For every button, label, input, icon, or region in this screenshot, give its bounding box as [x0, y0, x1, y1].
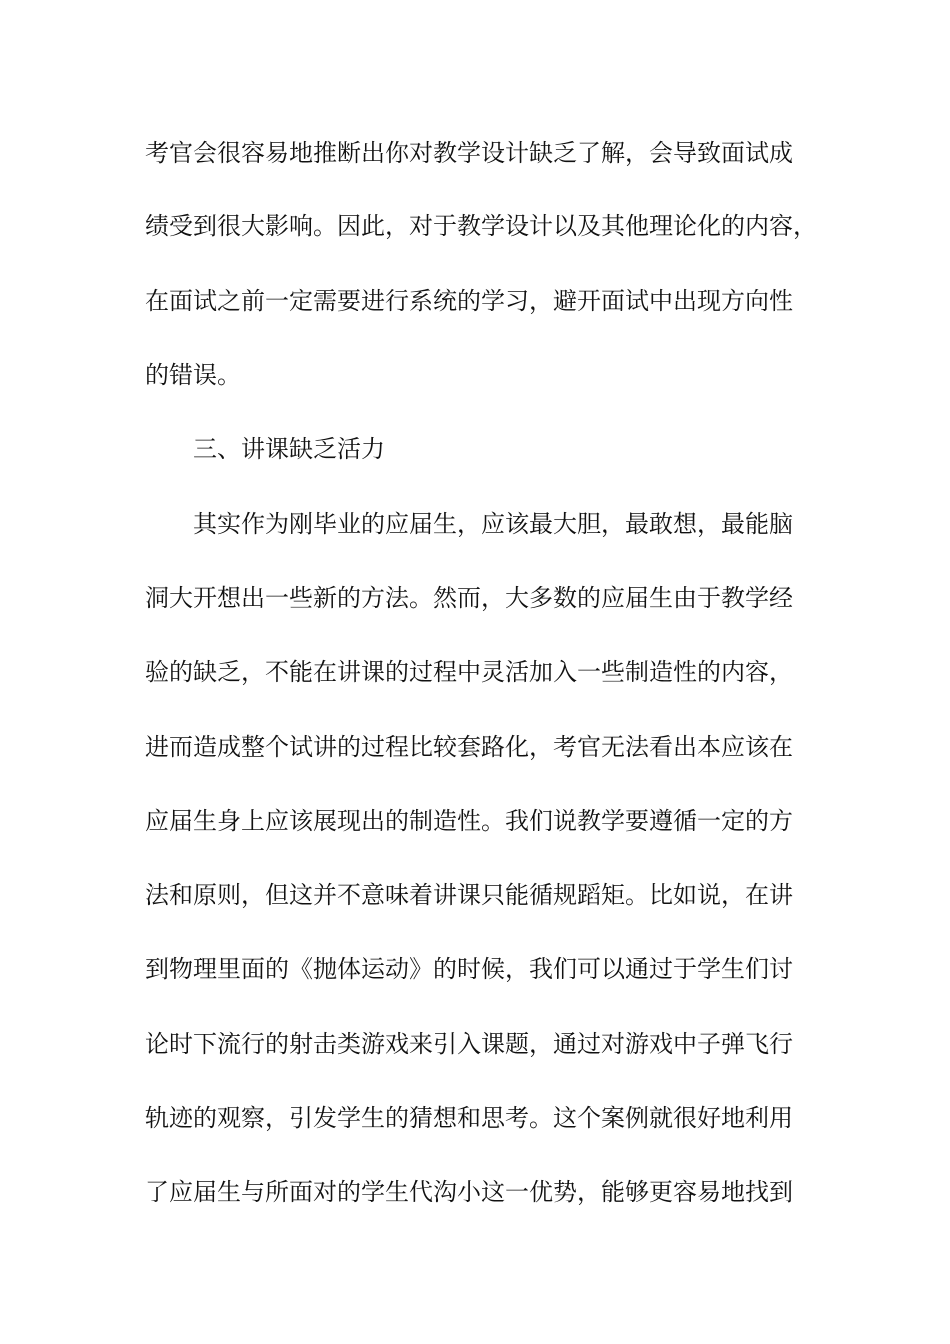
paragraph-line: 绩受到很大影响。因此，对于教学设计以及其他理论化的内容， — [145, 212, 817, 240]
paragraph-line: 考官会很容易地推断出你对教学设计缺乏了解，会导致面试成 — [145, 139, 793, 167]
paragraph-line: 了应届生与所面对的学生代沟小这一优势，能够更容易地找到 — [145, 1178, 793, 1206]
paragraph-line: 论时下流行的射击类游戏来引入课题，通过对游戏中子弹飞行 — [145, 1030, 793, 1058]
paragraph-line: 的错误。 — [145, 361, 241, 389]
paragraph-line: 验的缺乏，不能在讲课的过程中灵活加入一些制造性的内容， — [145, 658, 793, 686]
paragraph-line: 洞大开想出一些新的方法。然而，大多数的应届生由于教学经 — [145, 584, 793, 612]
paragraph-line: 其实作为刚毕业的应届生，应该最大胆，最敢想，最能脑 — [193, 510, 793, 538]
section-heading: 三、讲课缺乏活力 — [193, 435, 385, 463]
paragraph-line: 轨迹的观察，引发学生的猜想和思考。这个案例就很好地利用 — [145, 1104, 793, 1132]
paragraph-line: 应届生身上应该展现出的制造性。我们说教学要遵循一定的方 — [145, 807, 793, 835]
paragraph-line: 在面试之前一定需要进行系统的学习，避开面试中出现方向性 — [145, 287, 793, 315]
paragraph-line: 到物理里面的《抛体运动》的时候，我们可以通过于学生们讨 — [145, 955, 793, 983]
paragraph-line: 进而造成整个试讲的过程比较套路化，考官无法看出本应该在 — [145, 733, 793, 761]
paragraph-line: 法和原则，但这并不意味着讲课只能循规蹈矩。比如说，在讲 — [145, 881, 793, 909]
